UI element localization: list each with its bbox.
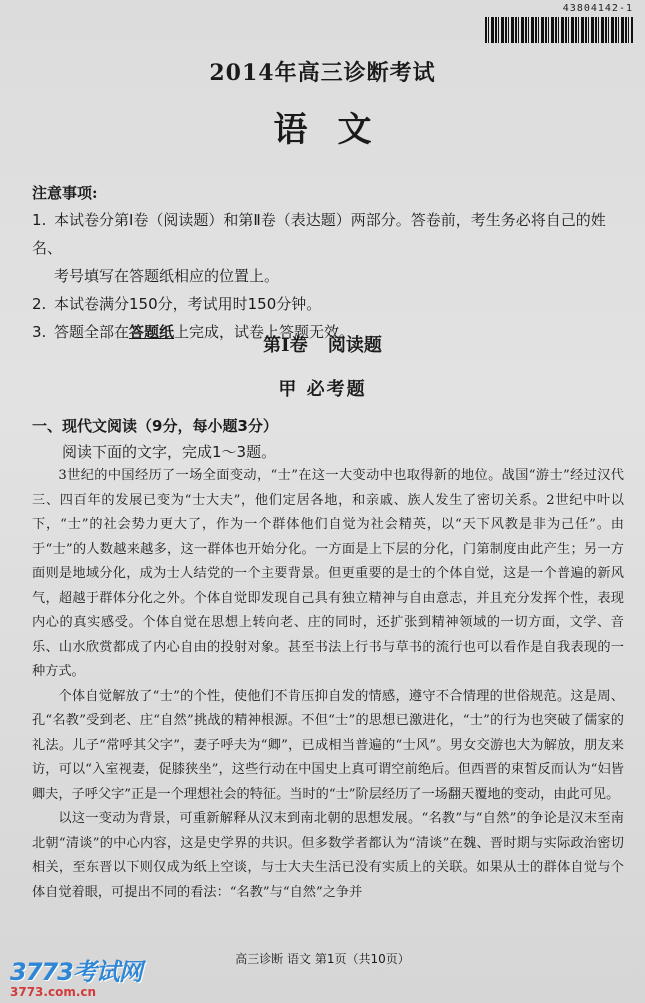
note-number: 3. (32, 323, 47, 341)
note-number: 2. (32, 295, 47, 313)
barcode-number: 43804142-1 (562, 3, 633, 14)
note-text: 本试卷分第Ⅰ卷（阅读题）和第Ⅱ卷（表达题）两部分。答卷前，考生务必将自己的姓名、 (32, 211, 606, 257)
note-emphasis: 答题纸 (129, 323, 175, 341)
part-heading: 一、现代文阅读（9分，每小题3分） (32, 417, 278, 435)
reading-instruction: 阅读下面的文字，完成1～3题。 (62, 443, 277, 461)
reading-passage (32, 464, 624, 905)
watermark-logo: 3773考试网 (10, 958, 142, 986)
watermark-url: 3773.com.cn (10, 985, 97, 999)
note-number: 1. (32, 211, 47, 229)
note-item (32, 290, 622, 318)
exam-title: 2014年高三诊断考试 (209, 60, 436, 86)
volume-title: 第Ⅰ卷 阅读题 (263, 335, 382, 356)
barcode-icon (485, 17, 633, 43)
site-watermark (10, 952, 142, 999)
note-text: 上完成，试卷上答题无效。 (174, 323, 355, 341)
subject-title: 语文 (273, 110, 402, 150)
note-text: 本试卷满分150分，考试用时150分钟。 (54, 295, 322, 313)
page-footer: 高三诊断 语文 第1页（共10页） (235, 952, 410, 966)
note-item (32, 206, 622, 290)
passage-paragraph: 3世纪的中国经历了一场全面变动，“士”在这一大变动中也取得新的地位。战国“游士”经过汉代三、四百年的发展已变为“士大夫”，他们定居各地，和亲戚、族人发生了密切关系。2世纪中叶以下，“士”的社会势力更大了，作为一个群体他们自觉为社会精英，以“天下风教是非为己任”。由于“士”的人数越来越多，这一群体也开始分化。一方面是上下层的分化，门第制度由此产生；另一方面则是地域分化，成为士人结党的一个主要背景。但更重要的是士的个体自觉，这是一个普遍的新风气，超越于群体分化之外。个体自觉即发现自己具有独立精神与自由意志，并且充分发挥个性，表现内心的真实感受。个体自觉在思想上转向老、庄的同时，还扩张到精神领域的一切方面，文学、音乐、山水欣赏都成了内心自由的投射对象。甚至书法上行书与草书的流行也可以看作是自我表现的一种方式。 (32, 468, 624, 679)
passage-paragraph: 以这一变动为背景，可重新解释从汉末到南北朝的思想发展。“名教”与“自然”的争论是汉末至南北朝“清谈”的中心内容，这是史学界的共识。但多数学者都认为“清谈”在魏、晋时期与实际政治密切相关，至东晋以下则仅成为纸上空谈，与士大夫生活已没有实质上的关联。如果从士的群体自觉与个体自觉着眼，可提出不同的看法：“名教”与“自然”之争并 (32, 811, 624, 900)
notes-heading: 注意事项: (32, 184, 98, 202)
note-continuation: 考号填写在答题纸相应的位置上。 (54, 267, 280, 285)
notes-list (32, 206, 622, 346)
part-title: 甲 必考题 (278, 379, 367, 400)
passage-paragraph: 个体自觉解放了“士”的个性，使他们不肯压抑自发的情感，遵守不合情理的世俗规范。这是周、孔“名教”受到老、庄“自然”挑战的精神根源。不但“士”的思想已激进化，“士”的行为也突破了儒家的礼法。儿子“常呼其父字”，妻子呼夫为“卿”，已成相当普遍的“士风”。男女交游也大为解放，朋友来访，可以“入室视妻，促膝狭坐”，这些行动在中国史上真可谓空前绝后。但西晋的束皙反而认为“妇皆卿夫，子呼父字”正是一个理想社会的特征。当时的“士”阶层经历了一场翻天覆地的变动，由此可见。 (32, 688, 624, 802)
note-text: 答题全部在 (54, 323, 130, 341)
